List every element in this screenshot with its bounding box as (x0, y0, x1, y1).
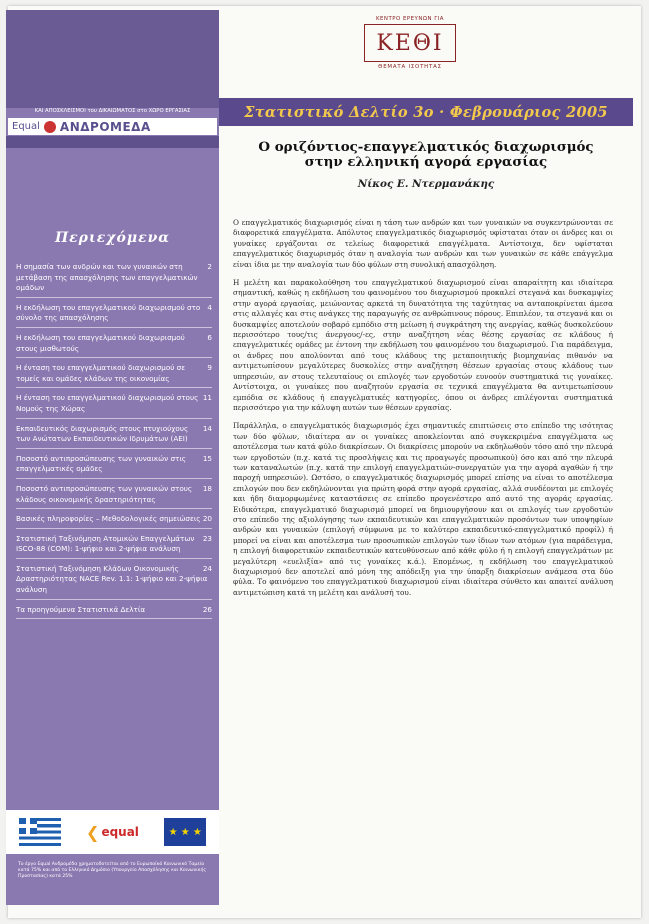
toc-item (16, 303, 212, 328)
article-body (233, 218, 613, 606)
toc-label: Εκπαιδευτικός διαχωρισμός στους πτυχιούχους των Ανώτατων Εκπαιδευτικών Ιδρυμάτων (ΑΕΙ) (16, 423, 189, 444)
toc-page-number: 26 (202, 604, 212, 614)
toc-label: Στατιστική Ταξινόμηση Ατομικών Επαγγελμάτων ISCO-88 (COM): 1-ψήφιο και 2-ψήφια ανάλυση (16, 533, 195, 554)
sidebar-divider-band (6, 136, 219, 148)
greece-flag-icon (19, 818, 61, 846)
toc-item (16, 424, 212, 449)
equal-chevron-icon: ❮ (86, 822, 100, 842)
partnership-tagline: ΚΑΙ ΑΠΟΣΚΛΕΙΣΜΟΙ του ΔΙΚΑΙΩΜΑΤΟΣ στο ΧΩΡΟ ΕΡΓΑΣΙΑΣ (34, 108, 191, 114)
toc-label: Η ένταση του επαγγελματικού διαχωρισμού στους Νομούς της Χώρας (16, 393, 199, 413)
toc-label: Η εκδήλωση του επαγγελματικού διαχωρισμού στο σύνολο της απασχόλησης (16, 302, 201, 323)
article-title-line2: στην ελληνική αγορά εργασίας (304, 154, 548, 170)
toc-item (16, 363, 212, 388)
bulletin-banner: Στατιστικό Δελτίο 3ο · Φεβρουάριος 2005 (219, 98, 633, 126)
toc-label: Η σημασία των ανδρών και των γυναικών στη μετάβαση της απασχόλησης των επαγγελματικών ομάδων (16, 262, 198, 293)
toc-page-number: 6 (207, 332, 212, 342)
toc-page-number: 23 (202, 533, 212, 543)
toc-item (16, 564, 212, 600)
eu-stars: ★ ★ ★ (168, 826, 202, 838)
toc-label: Τα προηγούμενα Στατιστικά Δελτία (16, 604, 146, 614)
toc-page-number: 2 (207, 262, 212, 271)
article-title-line1: Ο οριζόντιος-επαγγελματικός διαχωρισμός (258, 139, 594, 155)
toc-item (16, 484, 212, 509)
toc-item (16, 534, 212, 559)
article-title (238, 140, 614, 170)
toc-item (16, 605, 212, 620)
toc-page-number: 4 (207, 302, 212, 312)
kethi-org-bottom: ΘΕΜΑΤΑ ΙΣΟΤΗΤΑΣ (378, 64, 442, 70)
brand-andromeda-text: ΑΝΔΡΟΜΕΔΑ (59, 119, 151, 134)
kethi-logo (350, 16, 470, 70)
body-paragraph: Ο επαγγελματικός διαχωρισμός είναι η τάση των ανδρών και των γυναικών να συγκεντρώνονται σε διαφορετικά επαγγέλματα. Απόλυτος επαγγελματικός διαχωρισμός υφίσταται όταν οι άνδρες και οι γυναίκες εργάζονται σε τελείως διαφορετικά επαγγέλματα. Αντίστοιχα, δεν υφίσταται επαγγελματικός διαχωρισμός όταν η αναλογία των ανδρών και των γυναικών σε κάθε επάγγελμα είναι ίδια με την αναλογία των δύο φύλων στη συνολική απασχόληση. (233, 218, 613, 269)
andromeda-brand (8, 118, 217, 135)
toc-page-number: 20 (202, 514, 212, 524)
kethi-org-top: ΚΕΝΤΡΟ ΕΡΕΥΝΩΝ ΓΙΑ (375, 16, 444, 22)
toc-label: Ποσοστό αντιπροσώπευσης των γυναικών στους κλάδους οικονομικής δραστηριότητας (16, 483, 193, 504)
contents-title: Περιεχόμενα (54, 230, 171, 246)
toc-label: Ποσοστό αντιπροσώπευσης των γυναικών στις επαγγελματικές ομάδες (16, 453, 187, 474)
brand-equal-text: Equal (12, 121, 40, 132)
toc-page-number: 15 (202, 453, 212, 463)
toc-item (16, 262, 212, 298)
toc-label: Βασικές πληροφορίες – Μεθοδολογικές σημειώσεις (16, 514, 201, 524)
article-author: Νίκος Ε. Ντερμανάκης (357, 178, 495, 190)
sponsor-logos (6, 810, 219, 854)
toc-item (16, 333, 212, 358)
sidebar-header-band (6, 10, 219, 108)
table-of-contents (16, 262, 212, 624)
eu-flag-icon (164, 818, 206, 846)
toc-item (16, 454, 212, 479)
brand-swirl-icon (44, 121, 56, 133)
body-paragraph: Η μελέτη και παρακολούθηση του επαγγελματικού διαχωρισμού είναι απαραίτητη και ιδιαίτερα σημαντική, καθώς η εκδήλωση του φαινομένου του διαχωρισμού προκαλεί στεγανά και δυσκαμψίες στην αγορά εργασίας, μειώνοντας αρκετά τη δυνατότητα της ταχύτητας να ανταποκρίνεται άμεσα στις αλλαγές και στις ανάγκες της παραγωγής σε ανθρώπινους πόρους. Επιπλέον, τα στεγανά και οι δυσκαμψίες αποτελούν σοβαρό εμπόδιο στη μείωση ή συγκράτηση της ανεργίας, καθώς δυσκολεύουν περισσότερο τους/τις άνεργους/-ες, στην αναζήτηση νέας θέσης εργασίας σε κλάδους ή επαγγελματικές ομάδες με έντονη την εκδήλωση του φαινομένου του διαχωρισμού. Για παράδειγμα, οι άνδρες που απολύονται από τους κλάδους της μεταποιητικής βιομηχανίας πιθανόν να αντιμετωπίσουν μεγαλύτερες δυσκολίες στην αναζήτηση θέσεων εργασίας στους κλάδους των υπηρεσιών, αν στους τελευταίους οι επιλογές των εργοδοτών ευνοούν συστηματικά τις γυναίκες. Αντίστοιχα, οι γυναίκες που αναζητούν εργασία σε τεχνικά επαγγέλματα θα αντιμετωπίσουν εμπόδια σε κλάδους ή επαγγελματικές κατηγορίες, όπου οι άνδρες επιλέγονται συστηματικά περισσότερο για την κάλυψη αυτών των θέσεων εργασίας. (233, 278, 613, 412)
toc-page-number: 24 (202, 563, 212, 573)
body-paragraph: Παράλληλα, ο επαγγελματικός διαχωρισμός έχει σημαντικές επιπτώσεις στο επίπεδο της ισότητας των δύο φύλων, ιδιαίτερα αν οι γυναίκες αποκλείονται από συγκεκριμένα επαγγέλματα ως αποτέλεσμα των κατά φύλο διακρίσεων. Οι διακρίσεις μπορούν να εκδηλωθούν τόσο από την πλευρά των εργοδοτών (π.χ. κατά τις προσλήψεις και τις προαγωγές προσωπικού) όσο και από την πλευρά των καταναλωτών (π.χ. κατά την επιλογή επαγγελματιών-συνεργατών για την αγορά αγαθών ή την παροχή υπηρεσιών). Ωστόσο, ο επαγγελματικός διαχωρισμός μπορεί επίσης να είναι το αποτέλεσμα επιλογών που δεν εκδηλώνονται για πρώτη φορά στην αγορά εργασίας, αλλά συνδέονται με επιλογές και ήδη διαμορφωμένες καταστάσεις σε επίπεδο προγενέστερο από αυτό της αγοράς εργασίας. Ειδικότερα, επαγγελματικό διαχωρισμό μπορεί να δημιουργήσουν και οι επιλογές των εργοδοτών στο επίπεδο της αξιολόγησης των εκπαιδευτικών και επαγγελματικών προσόντων των υποψηφίων ανδρών και γυναικών (επιλογή σύμφωνα με το καλύτερο εκπαιδευτικό-επαγγελματικό προφίλ) ή μπορεί να είναι και αποτέλεσμα των προσωπικών επιλογών των ίδιων των ατόμων (για παράδειγμα, η επιλογή διαφορετικών εκπαιδευτικών κατευθύνσεων από κάθε φύλο ή η επιλογή επαγγελμάτων με μεγαλύτερη «ευελιξία» από τις γυναίκες κ.ά.). Επομένως, η εκδήλωση του επαγγελματικού διαχωρισμού δεν αποτελεί από μόνη της απόδειξη για την ύπαρξη διακρίσεων ανάμεσα στα δύο φύλα. Το φαινόμενο του επαγγελματικού διαχωρισμού είναι ιδιαίτερα σύνθετο και απαιτεί ανάλυση αντιμετώπιση κατά τη μελέτη και ανάλυσή του. (233, 421, 613, 597)
sidebar (6, 10, 219, 905)
toc-item (16, 393, 212, 418)
equal-logo (86, 823, 139, 842)
funding-note: Το έργο Equal Ανδρομέδα χρηματοδοτείται από το Ευρωπαϊκό Κοινωνικό Ταμείο κατά 75% και από το Ελληνικό Δημόσιο (Υπουργείο Απασχόλησης και Κοινωνικής Προστασίας) κατά 25% (18, 862, 207, 880)
toc-page-number: 14 (202, 423, 212, 433)
toc-page-number: 9 (207, 363, 212, 373)
equal-logo-text: equal (101, 825, 139, 839)
kethi-logo-mark: ΚΕΘΙ (364, 24, 456, 62)
toc-label: Η εκδήλωση του επαγγελματικού διαχωρισμού στους μισθωτούς (16, 332, 185, 353)
toc-label: Η ένταση του επαγγελματικού διαχωρισμού σε τομείς και ομάδες κλάδων της οικονομίας (16, 363, 186, 383)
toc-item (16, 514, 212, 529)
toc-page-number: 18 (202, 483, 212, 493)
toc-label: Στατιστική Ταξινόμηση Κλάδων Οικονομικής Δραστηριότητας NACE Rev. 1.1: 1-ψήφιο και 2-ψήφια ανάλυση (16, 563, 208, 595)
toc-page-number: 11 (202, 393, 212, 403)
